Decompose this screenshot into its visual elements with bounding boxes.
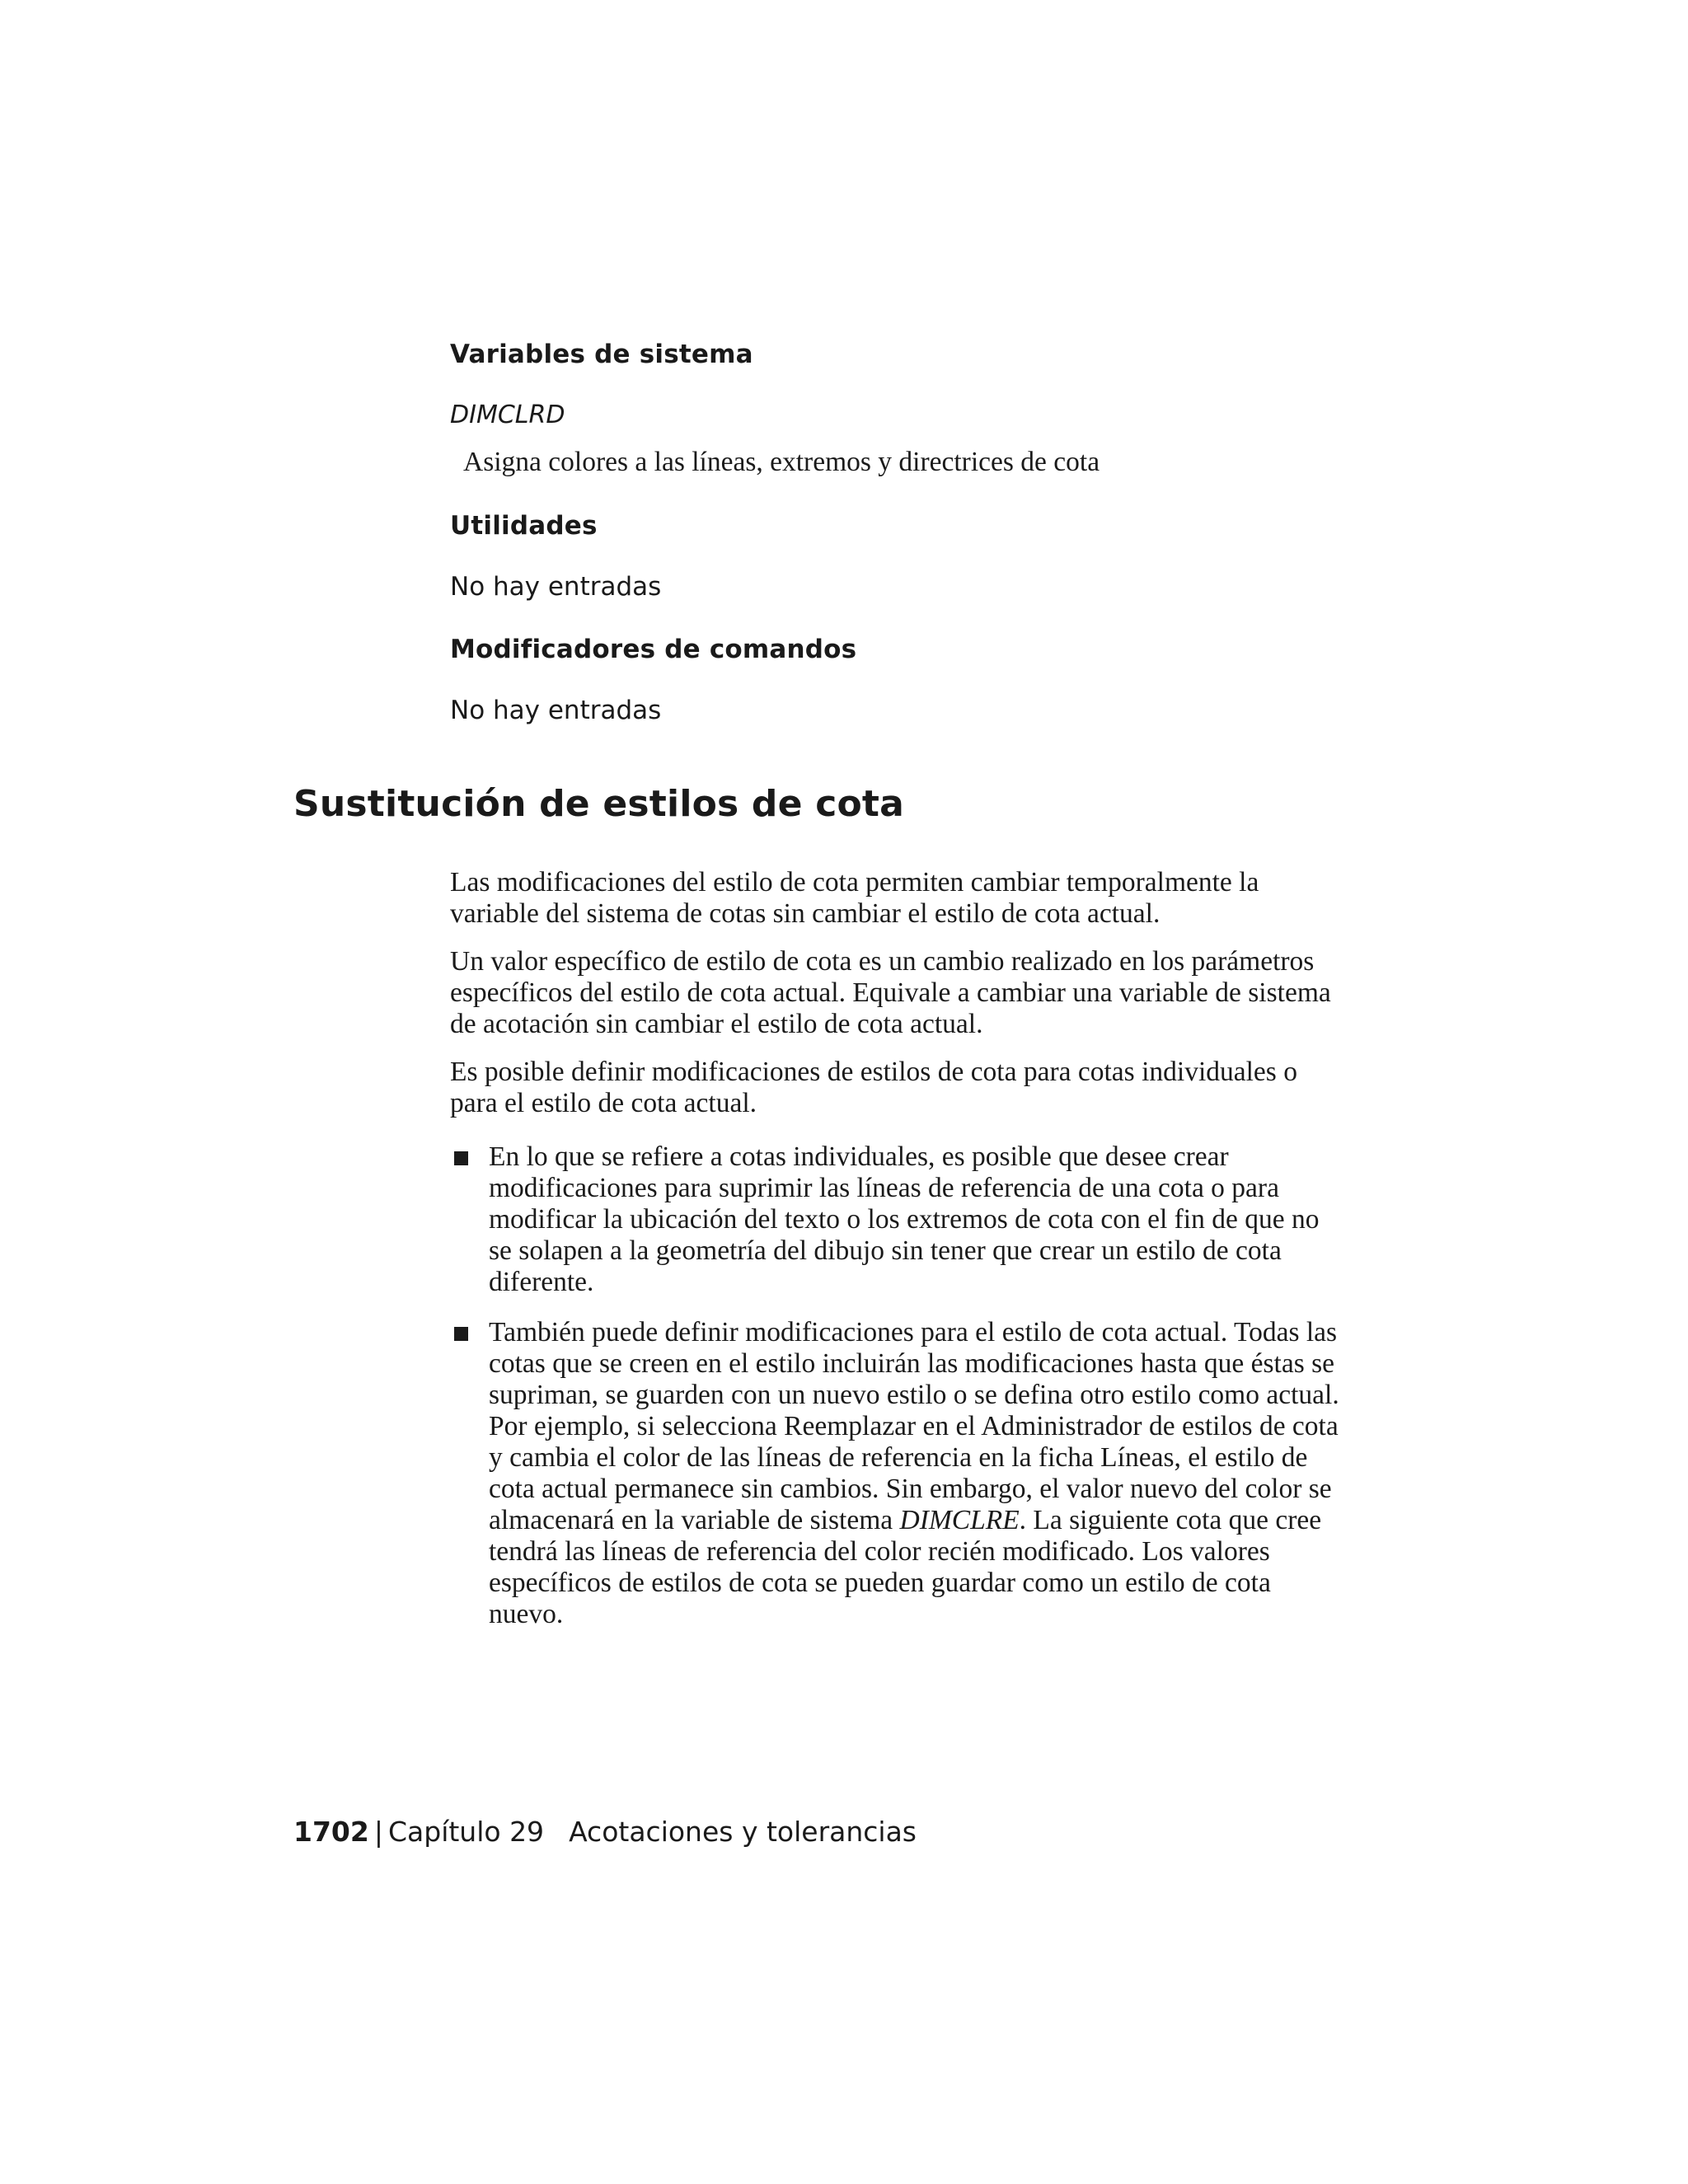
list-item (450, 1141, 1340, 1298)
sysvar-description: Asigna colores a las líneas, extremos y directrices de cota (463, 447, 1100, 477)
section-title: Sustitución de estilos de cota (293, 783, 905, 825)
bullet-text-part: También puede definir modificaciones para el estilo de cota actual. Todas las cotas que se creen en el estilo incluirán las modificaciones hasta que éstas se supriman, se guarden con un nuevo estilo o se defina otro estilo como actual. Por ejemplo, si selecciona Reemplazar en el Administrador de estilos de cota y cambia el color de las líneas de referencia en la ficha Líneas, el estilo de cota actual permanece sin cambios. Sin embargo, el valor nuevo del color se almacenará en la variable de sistema (489, 1317, 1339, 1535)
bullet-text: En lo que se refiere a cotas individuales, es posible que desee crear modificaciones para suprimir las líneas de referencia de una cota o para modificar la ubicación del texto o los extremos de cota con el fin de que no se solapen a la geometría del dibujo sin tener que crear un estilo de cota diferente. (489, 1141, 1320, 1297)
chapter-title: Acotaciones y tolerancias (569, 1816, 917, 1848)
page-footer (293, 1816, 917, 1848)
bullet-square-icon (454, 1327, 468, 1341)
page-number: 1702 (293, 1816, 369, 1848)
paragraph-3: Es posible definir modificaciones de estilos de cota para cotas individuales o para el estilo de cota actual. (450, 1057, 1297, 1118)
paragraph-2: Un valor específico de estilo de cota es un cambio realizado en los parámetros específicos del estilo de cota actual. Equivale a cambiar una variable de sistema de acotación sin cambiar el estilo de cota actual. (450, 946, 1331, 1039)
paragraph-1: Las modificaciones del estilo de cota permiten cambiar temporalmente la variable del sistema de cotas sin cambiar el estilo de cota actual. (450, 867, 1259, 929)
sysvar-name: DIMCLRD (450, 401, 565, 429)
footer-separator: | (373, 1816, 383, 1848)
bullet-text-part: . La siguiente cota que cree tendrá las líneas de referencia del color recién modificado. Los valores específicos de estilos de cota se pueden guardar como un estilo de cota nuevo. (489, 1505, 1322, 1629)
utilities-text: No hay entradas (450, 572, 662, 602)
chapter-label: Capítulo 29 (387, 1816, 545, 1848)
bullet-square-icon (454, 1151, 468, 1165)
sysvar-reference: DIMCLRE (899, 1505, 1020, 1535)
modifiers-text: No hay entradas (450, 696, 662, 725)
bullet-text (489, 1317, 1346, 1630)
sysvars-heading: Variables de sistema (450, 340, 753, 369)
utilities-heading: Utilidades (450, 511, 598, 541)
modifiers-heading: Modificadores de comandos (450, 635, 857, 664)
list-item (450, 1317, 1340, 1630)
